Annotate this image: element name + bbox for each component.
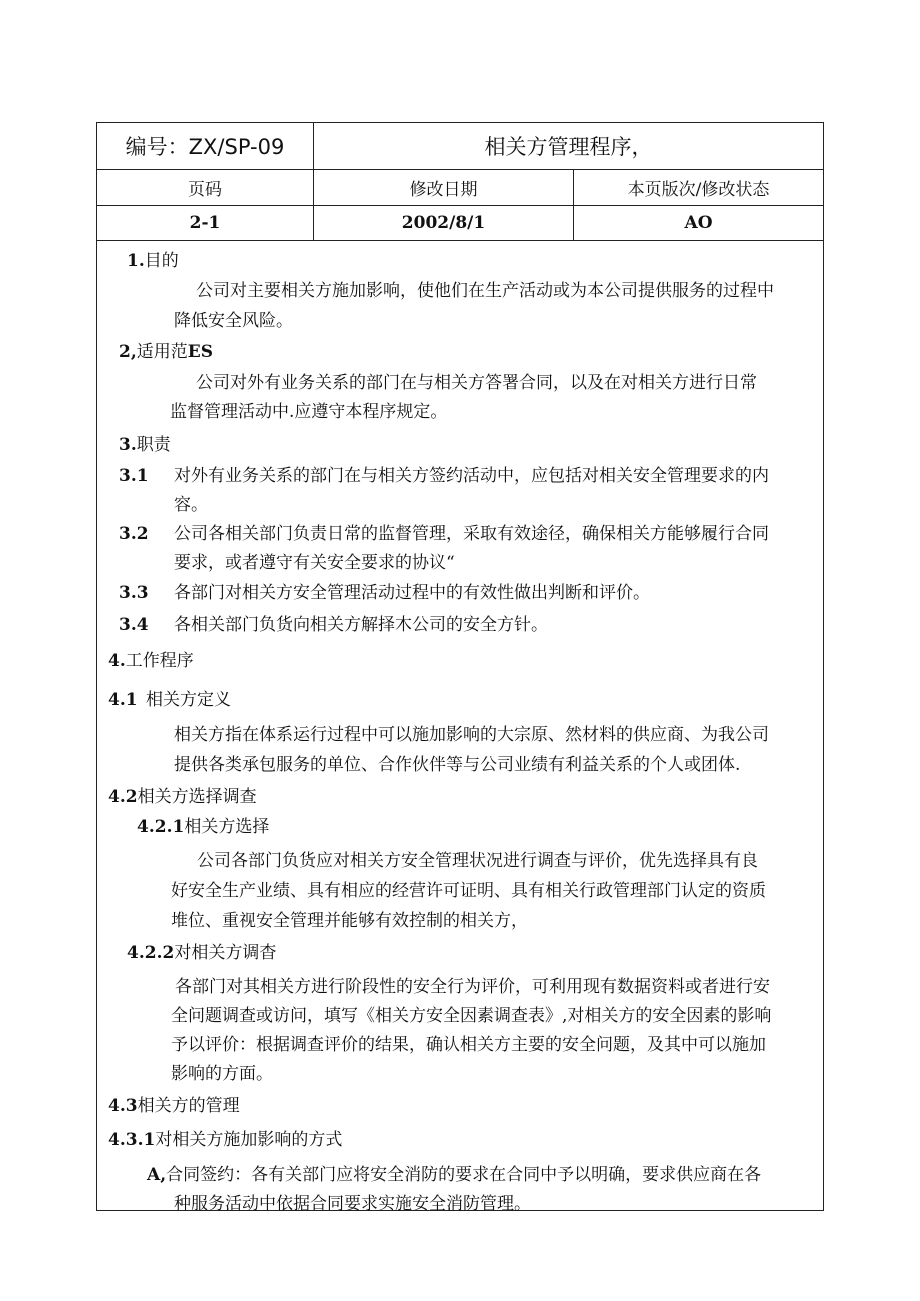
section-4-2-2-text: 全问题调查或访问，填写《相关方安全因素调查表》,对相关方的安全因素的影响 [171, 1006, 772, 1026]
item-3-2-number: 3.2 [119, 524, 149, 544]
section-4-1-number: 4.1 [108, 690, 138, 710]
date-value: 2002/8/1 [314, 206, 574, 241]
section-1-heading: 1.目的 [127, 251, 179, 271]
section-4-2-1-text: 堆位、重视安全管理并能够有效控制的相关方， [171, 911, 528, 931]
section-4-2-2-heading: 4.2.2对相关方调杳 [127, 943, 277, 963]
item-3-2-text: 公司各相关部门负责日常的监督管理，采取有效途径，确保相关方能够履行合同 [174, 524, 769, 544]
document-frame [96, 122, 824, 1214]
section-4-3-heading: 4.3相关方的管理 [108, 1096, 240, 1116]
section-4-heading: 4.工作程序 [108, 651, 194, 671]
section-3-heading: 3.职责 [119, 435, 171, 455]
item-3-1-number: 3.1 [119, 466, 149, 486]
section-4-1-text: 相关方指在体系运行过程中可以施加影响的大宗原、然材料的供应商、为我公司 [174, 725, 769, 745]
section-4-2-2-text: 影响的方面。 [171, 1064, 273, 1084]
item-3-3-number: 3.3 [119, 583, 149, 603]
col-status-label: 本页版次/修改状态 [574, 170, 824, 206]
section-4-1-text: 提供各类承包服务的单位、合作伙伴等与公司业绩有利益关系的个人或团体. [174, 755, 741, 775]
section-4-2-1-heading: 4.2.1相关方选择 [137, 817, 270, 837]
col-date-label: 修改日期 [314, 170, 574, 206]
section-4-2-2-text: 予以评价：根据调查评价的结果，确认相关方主要的安全问题，及其中可以施加 [171, 1035, 766, 1055]
section-4-2-heading: 4.2相关方选择调查 [108, 787, 257, 807]
item-3-3-text: 各部门对相关方安全管理活动过程中的有效性做出判断和评价。 [174, 583, 650, 603]
section-4-2-1-text: 好安全生产业绩、具有相应的经营许可证明、具有相关行政管理部门认定的资质 [171, 881, 766, 901]
section-2-heading: 2,适用范ES [119, 342, 213, 362]
col-page-label: 页码 [97, 170, 314, 206]
item-3-4-number: 3.4 [119, 615, 149, 635]
section-2-text: 公司对外有业务关系的部门在与相关方答署合同，以及在对相关方进行日常 [196, 373, 757, 393]
status-value: AO [574, 206, 824, 241]
item-3-1-text: 对外有业务关系的部门在与相关方签约活动中，应包括对相关安全管理要求的内 [174, 466, 769, 486]
header-table [97, 123, 823, 241]
section-1-text: 公司对主要相关方施加影响，使他们在生产活动或为本公司提供服务的过程中 [196, 281, 774, 301]
section-4-2-2-text: 各部门对其相关方进行阶段性的安全行为评价，可利用现有数据资料或者进行安 [175, 977, 770, 997]
section-2-text: 监督管理活动中.应遵守本程序规定。 [170, 402, 448, 422]
item-a-text: 种服务活动中依据合同要求实施安全消防管理。 [174, 1194, 531, 1214]
section-4-2-1-text: 公司各部门负货应对相关方安全管理状况进行调查与评价，优先选择具有良 [197, 851, 758, 871]
item-3-1-text: 容。 [174, 495, 208, 515]
section-4-3-1-heading: 4.3.1对相关方施加影响的方式 [108, 1130, 343, 1150]
item-3-2-text: 要求，或者遵守有关安全要求的协议“ [174, 553, 455, 573]
item-a-text: A,合同签约：各有关部门应将安全消防的要求在合同中予以明确，要求供应商在各 [147, 1165, 762, 1185]
doc-title: 相关方管理程序， [314, 123, 824, 170]
section-1-text: 降低安全风险。 [174, 311, 293, 331]
section-4-1-title: 相关方定义 [146, 690, 231, 710]
page-value: 2-1 [97, 206, 314, 241]
doc-number: 编号：ZX/SP-09 [97, 123, 314, 170]
item-3-4-text: 各相关部门负货向相关方解择木公司的安全方针。 [174, 615, 548, 635]
